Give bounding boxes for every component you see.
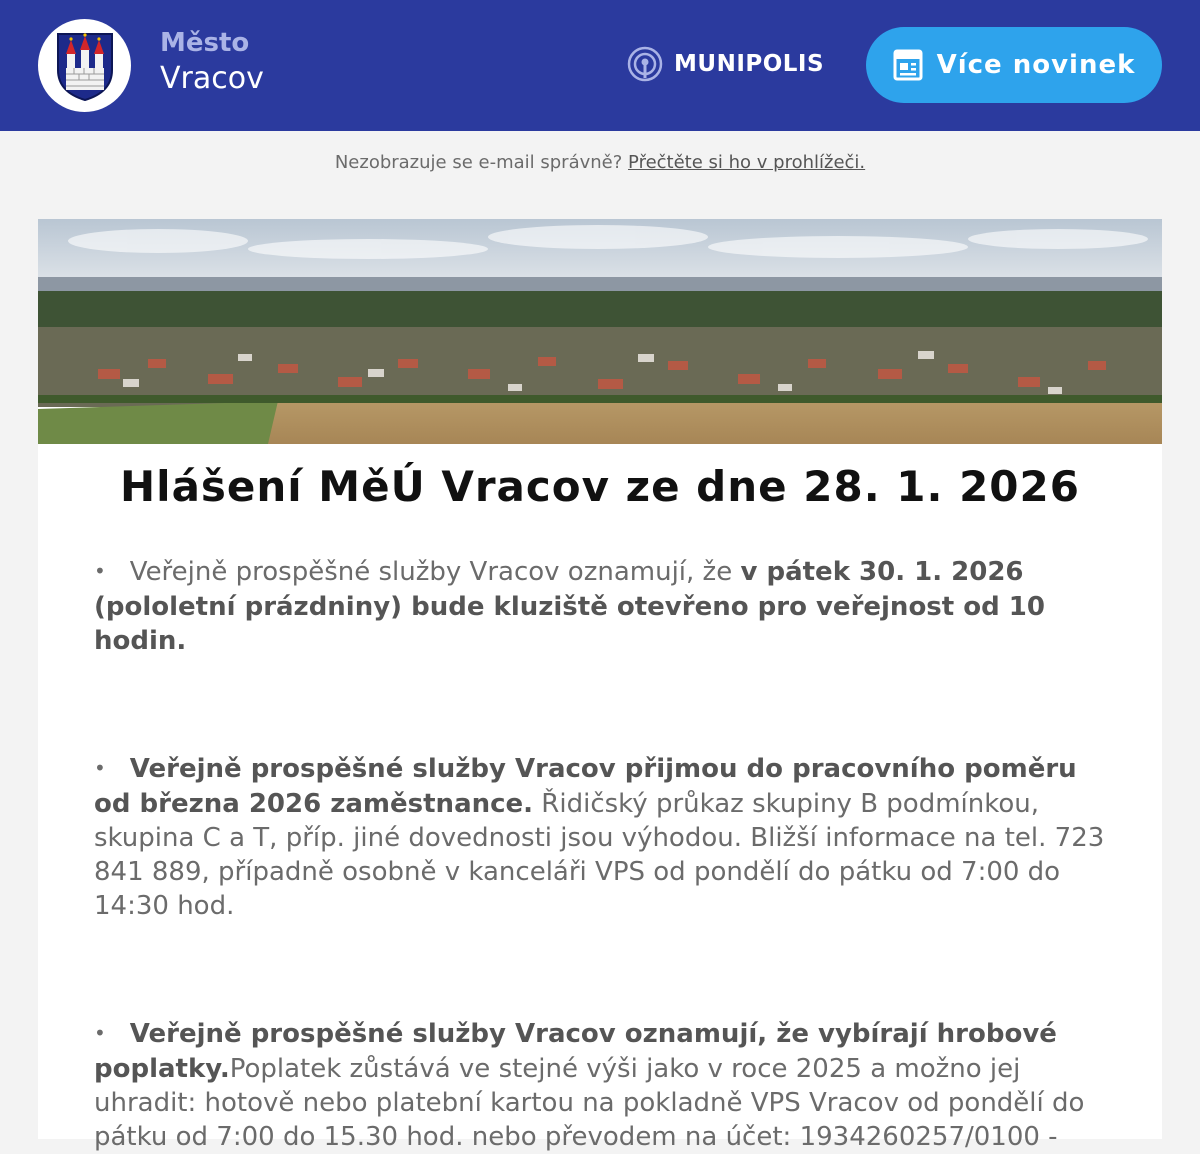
article-title: Hlášení MěÚ Vracov ze dne 28. 1. 2026 bbox=[120, 462, 1080, 511]
announcement-item bbox=[94, 752, 1106, 923]
town-name-block bbox=[160, 30, 264, 94]
header bbox=[0, 0, 1200, 131]
announcement-item bbox=[94, 1017, 1106, 1154]
munipolis-brand[interactable] bbox=[626, 44, 824, 84]
coat-of-arms-icon bbox=[54, 30, 116, 102]
announcement-bold: v pátek 30. 1. 2026 (pololetní prázdniny) bude kluziště otevřeno pro veřejnost od 10 hodin. bbox=[94, 557, 1045, 656]
announcement-lead: Veřejně prospěšné služby Vracov oznamují, že bbox=[129, 557, 741, 587]
browser-view-notice bbox=[0, 152, 1200, 173]
town-aerial-photo bbox=[38, 219, 1162, 444]
town-label: Město bbox=[160, 28, 250, 58]
view-in-browser-link[interactable]: Přečtěte si ho v prohlížeči. bbox=[628, 152, 866, 173]
more-news-button[interactable] bbox=[866, 27, 1162, 103]
more-news-label: Více novinek bbox=[936, 50, 1136, 80]
announcement-list bbox=[38, 555, 1162, 1154]
coat-of-arms-logo[interactable] bbox=[38, 19, 131, 112]
article-card bbox=[38, 219, 1162, 1152]
notice-text: Nezobrazuje se e-mail správně? bbox=[334, 152, 623, 173]
town-name: Vracov bbox=[160, 61, 264, 96]
announcement-bold: Veřejně prospěšné služby Vracov oznamují, že vybírají hrobové poplatky. bbox=[94, 1019, 1057, 1084]
announcement-rest: Řidičský průkaz skupiny B podmínkou, skupina C a T, příp. jiné dovednosti jsou výhodou. Bližší informace na tel. 723 841 889, případně osobně v kanceláři VPS od pondělí do pátku od 7:00 do 14:30 hod. bbox=[94, 789, 1105, 921]
announcement-item bbox=[94, 555, 1106, 658]
announcement-rest: Poplatek zůstává ve stejné výši jako v roce 2025 a možno jej uhradit: hotově nebo platební kartou na pokladně VPS Vracov od pondělí do pátku od 7:00 do 15.30 hod. nebo převodem na účet: 1934260257/0100 - bbox=[94, 1054, 1085, 1152]
broadcast-icon bbox=[626, 45, 664, 83]
brand-name: MUNIPOLIS bbox=[674, 51, 825, 77]
newspaper-icon bbox=[893, 49, 923, 81]
announcement-bold: Veřejně prospěšné služby Vracov přijmou do pracovního poměru od března 2026 zaměstnance. bbox=[94, 754, 1077, 819]
